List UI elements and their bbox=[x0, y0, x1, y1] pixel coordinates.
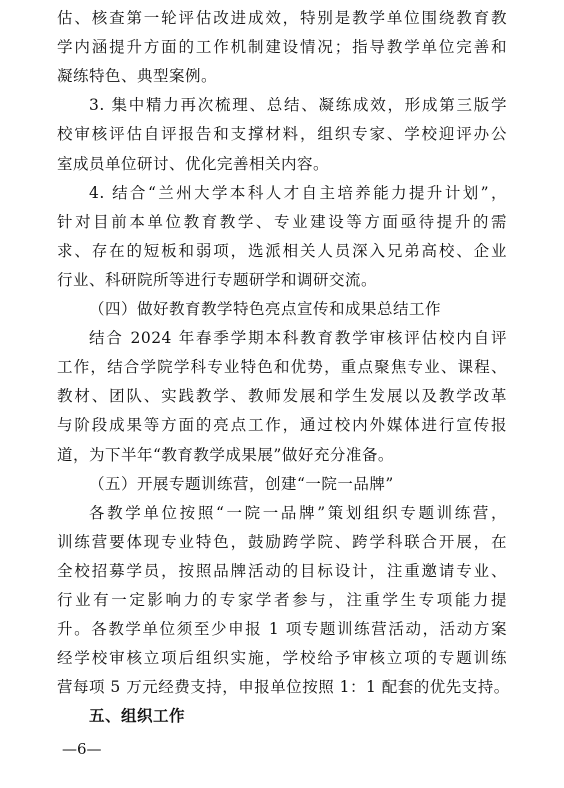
body-text-line: 训练营要体现专业特色，鼓励跨学院、跨学科联合开展，在 bbox=[57, 532, 507, 551]
body-text-line: 估、核查第一轮评估改进成效，特别是教学单位围绕教育教 bbox=[57, 9, 507, 27]
body-text-line: 工作，结合学院学科专业特色和优势，重点聚焦专业、课程、 bbox=[57, 358, 507, 377]
body-text-line: 学内涵提升方面的工作机制建设情况；指导教学单位完善和 bbox=[57, 38, 507, 57]
body-text-line: 室成员单位研讨、优化完善相关内容。 bbox=[57, 154, 330, 173]
body-text-line: 求、存在的短板和弱项，选派相关人员深入兄弟高校、企业 bbox=[57, 241, 507, 260]
body-text-line: 与阶段成果等方面的亮点工作，通过校内外媒体进行宣传报 bbox=[57, 416, 507, 435]
page-number: —6— bbox=[62, 740, 102, 758]
body-text-line: 营每项 5 万元经费支持，申报单位按照 1：1 配套的优先支持。 bbox=[57, 678, 510, 697]
body-text-line: 针对目前本单位教育教学、专业建设等方面亟待提升的需 bbox=[57, 212, 507, 231]
subsection-heading: （四）做好教育教学特色亮点宣传和成果总结工作 bbox=[89, 300, 442, 318]
body-text-line: 行业有一定影响力的专家学者参与，注重学生专项能力提 bbox=[57, 591, 507, 609]
body-text-line: 行业、科研院所等进行专题研学和调研交流。 bbox=[57, 270, 378, 289]
body-text-line: 校审核评估自评报告和支撑材料，组织专家、学校迎评办公 bbox=[57, 125, 507, 144]
body-text-line: 凝练特色、典型案例。 bbox=[57, 67, 218, 86]
body-text-line: 各教学单位按照“一院一品牌”策划组织专题训练营， bbox=[89, 503, 507, 522]
body-text-line: 经学校审核立项后组织实施，学校给予审核立项的专题训练 bbox=[57, 649, 507, 668]
body-text-line: 教材、团队、实践教学、教师发展和学生发展以及教学改革 bbox=[57, 387, 507, 406]
subsection-heading: （五）开展专题训练营，创建“一院一品牌” bbox=[89, 474, 394, 493]
body-text-line: 结合 2024 年春季学期本科教育教学审核评估校内自评 bbox=[89, 329, 507, 348]
body-text-line: 升。各教学单位须至少申报 1 项专题训练营活动，活动方案 bbox=[57, 620, 507, 639]
section-heading: 五、组织工作 bbox=[89, 707, 186, 726]
body-text-line: 全校招募学员，按照品牌活动的目标设计，注重邀请专业、 bbox=[57, 561, 507, 580]
body-text-line: 4. 结合“兰州大学本科人才自主培养能力提升计划”， bbox=[89, 183, 507, 202]
body-text-line: 道，为下半年“教育教学成果展”做好充分准备。 bbox=[57, 445, 394, 464]
body-text-line: 3. 集中精力再次梳理、总结、凝练成效，形成第三版学 bbox=[89, 96, 507, 115]
